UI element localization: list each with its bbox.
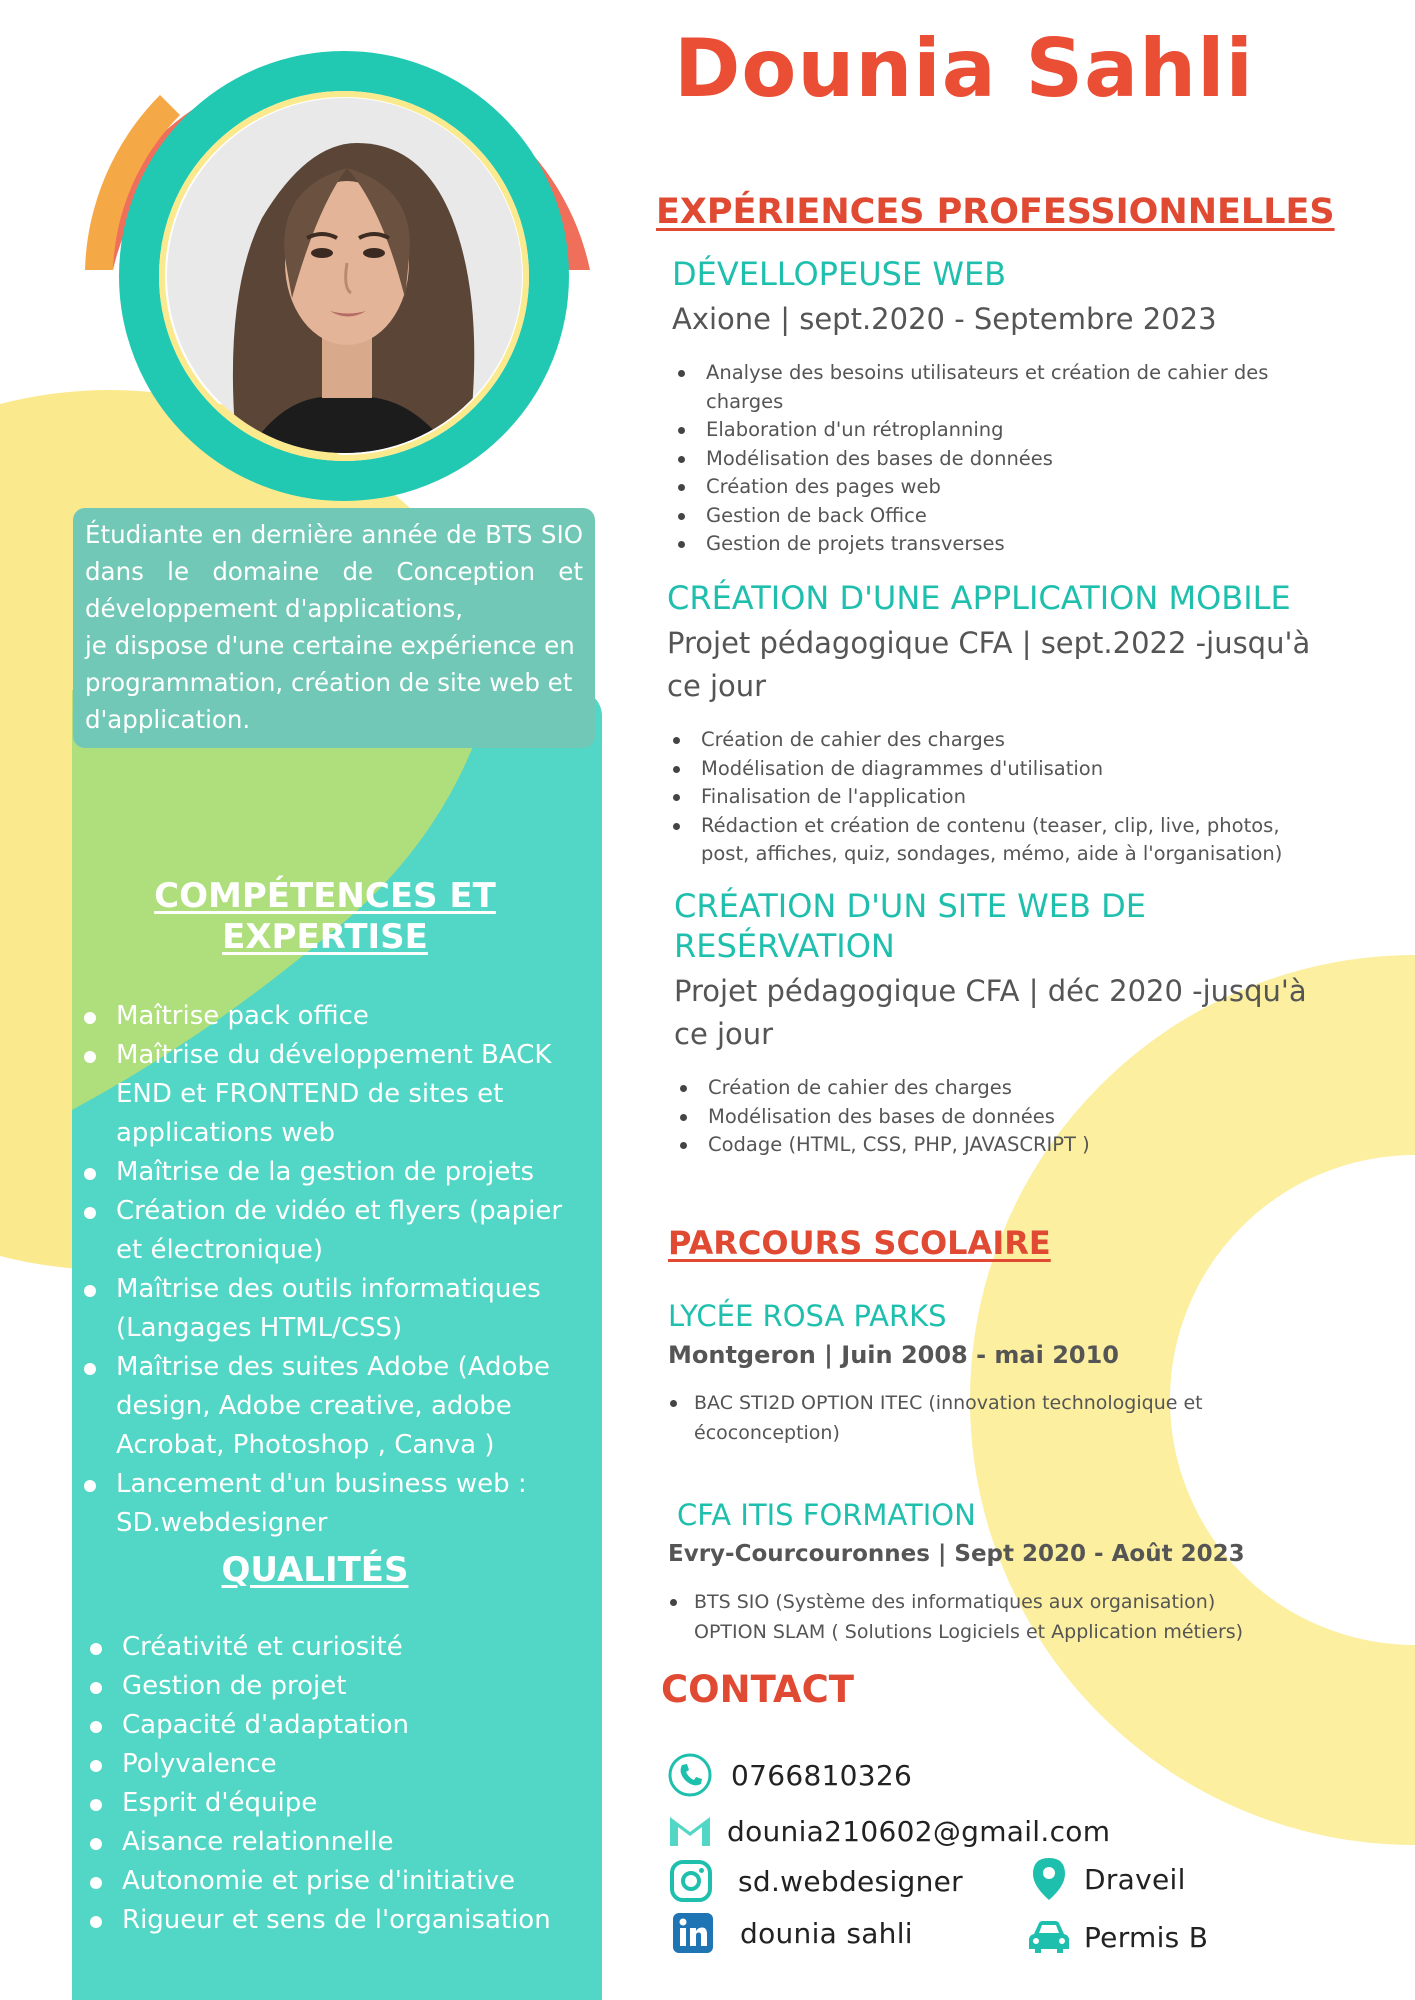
list-item: Finalisation de l'application — [667, 783, 1327, 812]
list-item: Modélisation des bases de données — [672, 445, 1312, 474]
contact-location — [1026, 1856, 1186, 1902]
person-name: Dounia Sahli — [674, 22, 1254, 115]
linkedin-name: dounia sahli — [740, 1916, 913, 1950]
profile-summary — [73, 508, 595, 748]
location-text: Draveil — [1084, 1862, 1186, 1896]
contact-license — [1026, 1914, 1208, 1960]
job-title: CRÉATION D'UN SITE WEB DE RESÉRVATION — [674, 887, 1146, 965]
school-subtitle: Evry-Courcouronnes | Sept 2020 - Août 2023 — [668, 1541, 1245, 1567]
skills-list — [84, 997, 579, 1543]
education-title: PARCOURS SCOLAIRE — [668, 1224, 1051, 1262]
profile-photo — [167, 98, 522, 453]
list-item: Esprit d'équipe — [90, 1784, 570, 1823]
list-item: BTS SIO (Système des informatiques aux organisation) OPTION SLAM ( Solutions Logiciels et Application métiers) — [668, 1587, 1278, 1647]
qualities-title: QUALITÉS — [221, 1550, 409, 1590]
email-address: dounia210602@gmail.com — [727, 1814, 1111, 1848]
school-bullets — [668, 1587, 1278, 1647]
linkedin-icon — [670, 1910, 716, 1956]
contact-email[interactable] — [667, 1808, 1110, 1854]
list-item: Capacité d'adaptation — [90, 1706, 570, 1745]
location-pin-icon — [1026, 1856, 1072, 1902]
list-item: Maîtrise du développement BACK END et FRONTEND de sites et applications web — [84, 1036, 579, 1153]
contact-instagram[interactable] — [668, 1858, 963, 1904]
school-title: LYCÉE ROSA PARKS — [668, 1299, 947, 1333]
job-subtitle: Projet pédagogique CFA | sept.2022 -jusqu'à ce jour — [667, 626, 1311, 703]
instagram-handle: sd.webdesigner — [738, 1864, 963, 1898]
skills-title: COMPÉTENCES ET EXPERTISE — [154, 876, 496, 957]
school-bullets — [668, 1388, 1228, 1448]
license-text: Permis B — [1084, 1920, 1209, 1954]
phone-icon — [667, 1752, 713, 1798]
list-item: Modélisation des bases de données — [674, 1103, 1334, 1132]
list-item: Aisance relationnelle — [90, 1823, 570, 1862]
job-bullets — [667, 726, 1327, 869]
job-2 — [667, 578, 1327, 869]
summary-main: Étudiante en dernière année de BTS SIO dans le domaine de Conception et développement d'applications, — [85, 520, 583, 623]
contact-title: CONTACT — [661, 1668, 854, 1711]
car-icon — [1026, 1914, 1072, 1960]
job-1 — [672, 254, 1312, 559]
list-item: Rigueur et sens de l'organisation — [90, 1901, 570, 1940]
gmail-icon — [667, 1808, 713, 1854]
job-3 — [674, 886, 1334, 1160]
list-item: BAC STI2D OPTION ITEC (innovation technologique et écoconception) — [668, 1388, 1228, 1448]
list-item: Création des pages web — [672, 473, 1312, 502]
job-title: DÉVELLOPEUSE WEB — [672, 255, 1007, 293]
list-item: Création de cahier des charges — [674, 1074, 1334, 1103]
school-1 — [668, 1298, 1228, 1448]
contact-phone[interactable] — [667, 1752, 912, 1798]
list-item: Gestion de projets transverses — [672, 530, 1312, 559]
list-item: Maîtrise des outils informatiques (Langages HTML/CSS) — [84, 1270, 579, 1348]
job-subtitle: Projet pédagogique CFA | déc 2020 -jusqu'à ce jour — [674, 974, 1307, 1051]
list-item: Créativité et curiosité — [90, 1628, 570, 1667]
list-item: Maîtrise pack office — [84, 997, 579, 1036]
school-subtitle: Montgeron | Juin 2008 - mai 2010 — [668, 1341, 1120, 1369]
qualities-section — [120, 1550, 510, 1591]
job-subtitle: Axione | sept.2020 - Septembre 2023 — [672, 302, 1217, 336]
list-item: Création de cahier des charges — [667, 726, 1327, 755]
job-bullets — [674, 1074, 1334, 1160]
list-item: Création de vidéo et flyers (papier et électronique) — [84, 1192, 579, 1270]
school-2 — [668, 1497, 1278, 1647]
skills-section — [120, 876, 530, 958]
phone-number: 0766810326 — [731, 1758, 913, 1792]
list-item: Elaboration d'un rétroplanning — [672, 416, 1312, 445]
summary-extra: je dispose d'une certaine expérience en programmation, création de site web et d'application. — [85, 631, 575, 734]
list-item: Gestion de projet — [90, 1667, 570, 1706]
school-title: CFA ITIS FORMATION — [677, 1498, 976, 1532]
instagram-icon — [668, 1858, 714, 1904]
list-item: Autonomie et prise d'initiative — [90, 1862, 570, 1901]
qualities-list — [90, 1628, 570, 1940]
list-item: Gestion de back Office — [672, 502, 1312, 531]
list-item: Codage (HTML, CSS, PHP, JAVASCRIPT ) — [674, 1131, 1334, 1160]
job-bullets — [672, 359, 1312, 559]
list-item: Analyse des besoins utilisateurs et création de cahier des charges — [672, 359, 1312, 416]
job-title: CRÉATION D'UNE APPLICATION MOBILE — [667, 579, 1291, 617]
list-item: Modélisation de diagrammes d'utilisation — [667, 755, 1327, 784]
list-item: Maîtrise de la gestion de projets — [84, 1153, 579, 1192]
list-item: Rédaction et création de contenu (teaser, clip, live, photos, post, affiches, quiz, sondages, mémo, aide à l'organisation) — [667, 812, 1327, 869]
list-item: Lancement d'un business web : SD.webdesigner — [84, 1465, 579, 1543]
contact-linkedin[interactable] — [670, 1910, 913, 1956]
list-item: Polyvalence — [90, 1745, 570, 1784]
list-item: Maîtrise des suites Adobe (Adobe design, Adobe creative, adobe Acrobat, Photoshop , Canva ) — [84, 1348, 579, 1465]
experience-title: EXPÉRIENCES PROFESSIONNELLES — [656, 192, 1335, 232]
